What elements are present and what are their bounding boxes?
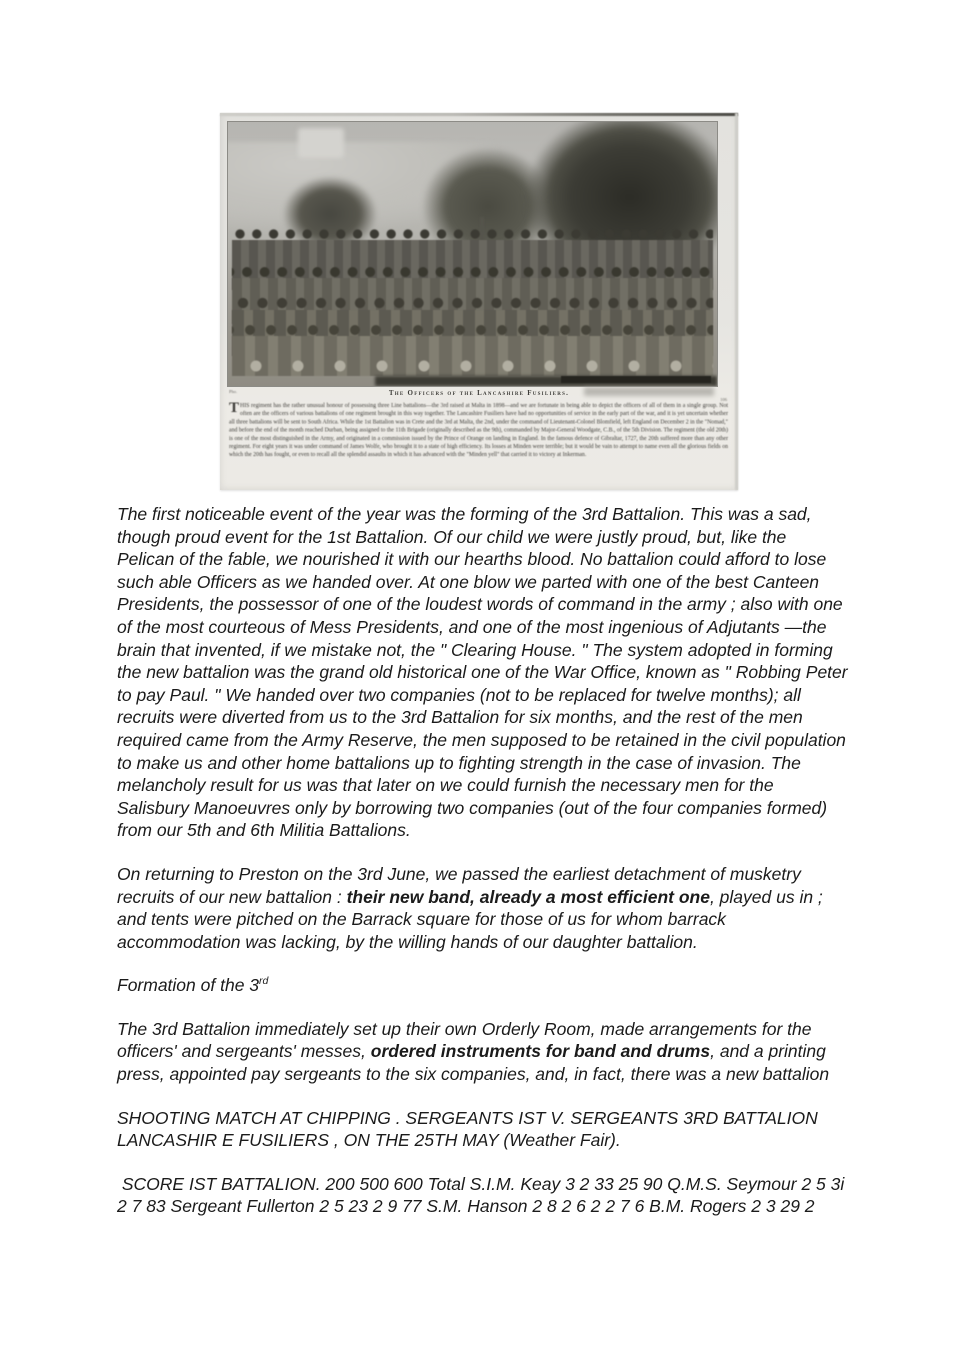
paragraph-return-to-preston: On returning to Preston on the 3rd June, we passed the earliest detachment of musketry recruits of our new battalion : their new band, already a most efficient one, played us in ; and tents were pitched on the Barrack square for those of us for whom barrack accommodation was lacking, by the willing hands of our daughter battalion. <box>117 863 828 952</box>
article-text <box>117 503 853 1239</box>
plate-mark-left: Pho. <box>229 389 238 394</box>
scan-right-edge <box>735 113 738 490</box>
photo-caption-text: THIS regiment has the rather unusual honour of possessing three Line battalions—the 3rd raised at Malta in 1898—and we are fortunate in being able to depict the officers of all of them in a single group. Not often are the officers of various battalions of one regiment brought in this way together. The Lancashire Fusiliers have had no opportunities of service in the early part of the war, and it is yet uncertain whether all three battalions will be sent to South Africa. While the 1st Battalion was in Crete and the 3rd at Malta, the 2nd, under the command of Lieutenant-Colonel Blomfield, left England on December 2 in the "Nomad," and before the end of the month reached Durban, being assigned to the 11th Brigade (originally described as the 9th), commanded by Major-General Woodgate, C.B., of the 5th Division. The regiment (the old 20th) is one of the most distinguished in the Army, and originated in a commission issued by the Prince of Orange on landing in England. In the famous defence of Gibraltar, 1727, the 20th suffered more than any other regiment. For eight years it was under command of James Wolfe, who brought it to a state of high efficiency. Its losses at Minden were terrible; but it would be vain to attempt to name even all the glorious fields on which the 20th has fought, or even to recall all the splendid assaults in which it has advanced with the "Minden yell" that carried it to victory at Inkerman. <box>229 399 728 458</box>
paragraph-3rd-battalion-setup: The 3rd Battalion immediately set up their own Orderly Room, made arrangements for the officers' and sergeants' messes, ordered instruments for band and drums, and a printing press, appointed pay sergeants to the six companies, and, in fact, there was a new battalion <box>117 1018 831 1085</box>
paragraph-score-1st-battalion: SCORE IST BATTALION. 200 500 600 Total S.I.M. Keay 3 2 33 25 90 Q.M.S. Seymour 2 5 3i 2 7 83 Sergeant Fullerton 2 5 23 2 9 77 S.M. Hanson 2 8 2 6 2 2 7 6 B.M. Rogers 2 3 29 2 <box>117 1173 850 1217</box>
photo-caption-block <box>228 389 730 459</box>
paragraph-forming-3rd-battalion: The first noticeable event of the year was the forming of the 3rd Battalion. This was a sad, though proud event for the 1st Battalion. Of our child we were justly proud, but, like the Pelican of the fable, we nourished it with our hearths blood. No battalion could afford to lose such able Officers as we handed over. At one blow we parted with one of the best Canteen Presidents, the possessor of one of the loudest words of command in the army ; also with one of the most courteous of Mess Presidents, and one of the most ingenious of Adjutants —the brain that invented, if we mistake not, the " Clearing House. " The system adopted in forming the new battalion was the grand old historical one of the War Office, known as " Robbing Peter to pay Paul. " We handed over two companies (not to be replaced for twelve months); all recruits were diverted from us to the 3rd Battalion for six months, and the rest of the men required came from the Army Reserve, the men supposed to be retained in the civil population to make us and other home battalions up to fighting strength in the case of invasion. The melancholy result for us was that later on we could furnish the necessary men for the Salisbury Manoeuvres only by borrowing two companies (out of the four companies formed) from our 5th and 6th Militia Battalions. <box>117 504 853 841</box>
photo-soldier-row-ground <box>232 322 713 380</box>
paragraph-shooting-match: SHOOTING MATCH AT CHIPPING . SERGEANTS IST V. SERGEANTS 3RD BATTALION LANCASHIR E FUSILIERS , ON THE 25TH MAY (Weather Fair). <box>117 1107 823 1151</box>
photo-caption-title: The Officers of the Lancashire Fusiliers. <box>388 389 570 397</box>
scan-torn-top-edge <box>220 113 738 116</box>
photo-background-building <box>298 128 344 158</box>
photo-credit-bar <box>561 376 711 383</box>
plate-mark-right: 106 <box>720 397 727 402</box>
scanned-clipping <box>220 113 738 490</box>
officers-group-photo <box>228 122 717 386</box>
heading-formation-of-the-3rd: Formation of the 3rd <box>117 975 269 996</box>
